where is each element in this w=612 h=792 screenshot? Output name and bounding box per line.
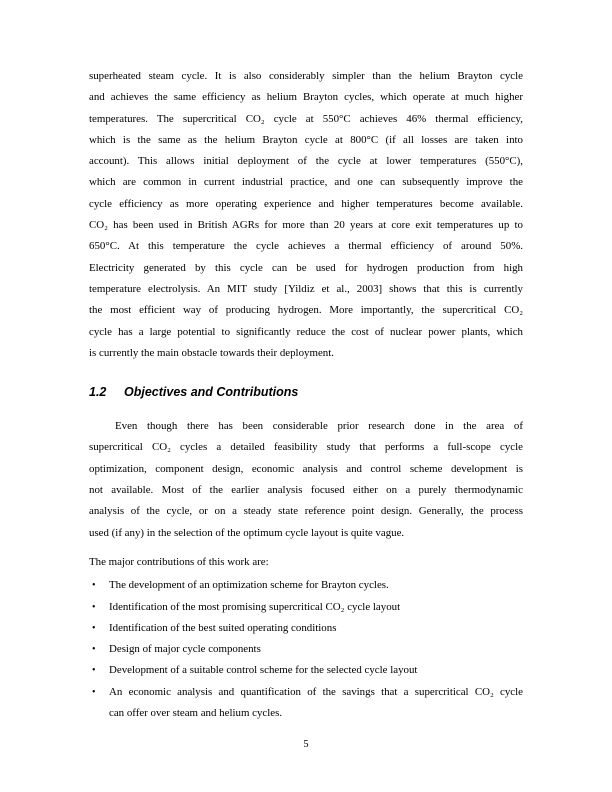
list-item	[89, 597, 523, 618]
page-content	[89, 66, 523, 724]
text-line: The development of an optimization scheme for Brayton cycles.	[109, 579, 389, 592]
text-line: Design of major cycle components	[109, 643, 261, 656]
text-line: CO₂ has been used in British AGRs for more than 20 years at core exit temperatures up to	[89, 219, 523, 232]
bullet-icon: •	[92, 644, 96, 656]
list-item	[89, 682, 523, 725]
text-line: can offer over steam and helium cycles.	[109, 707, 283, 720]
list-item	[89, 618, 523, 639]
text-line: cycle has a large potential to significantly reduce the cost of nuclear power plants, which	[89, 325, 523, 338]
text-line: An economic analysis and quantification of the savings that a supercritical CO₂ cycle	[109, 685, 523, 698]
text-line: account). This allows initial deployment of the cycle at lower temperatures (550°C),	[89, 155, 523, 168]
text-line: Identification of the most promising supercritical CO₂ cycle layout	[109, 600, 401, 613]
bullet-icon: •	[92, 686, 96, 698]
list-item	[89, 575, 523, 596]
text-line: which are common in current industrial practice, and one can subsequently improve the	[89, 176, 523, 189]
text-line: supercritical CO₂ cycles a detailed feasibility study that performs a full-scope cycle	[89, 441, 523, 454]
bullet-icon: •	[92, 665, 96, 677]
bullet-icon: •	[92, 601, 96, 613]
list-item	[89, 660, 523, 681]
contributions-intro: The major contributions of this work are:	[89, 555, 269, 568]
section-heading	[89, 381, 523, 403]
text-line: not available. Most of the earlier analysis focused either on a purely thermodynamic	[89, 484, 523, 497]
text-line: Electricity generated by this cycle can be used for hydrogen production from high	[89, 261, 523, 274]
text-line: used (if any) in the selection of the optimum cycle layout is quite vague.	[89, 526, 405, 539]
text-line: 650°C. At this temperature the cycle achieves a thermal efficiency of around 50%.	[89, 240, 523, 253]
bullet-icon: •	[92, 580, 96, 592]
contributions-list	[89, 575, 523, 724]
text-line: cycle efficiency as more operating experience and higher temperatures become available.	[89, 197, 523, 210]
text-line: superheated steam cycle. It is also considerably simpler than the helium Brayton cycle	[89, 70, 523, 82]
section-title: Objectives and Contributions	[124, 385, 299, 400]
text-line: temperatures. The supercritical CO₂ cycle at 550°C achieves 46% thermal efficiency,	[89, 112, 523, 125]
paragraph-1	[89, 66, 523, 364]
text-line: is currently the main obstacle towards their deployment.	[89, 346, 334, 359]
list-item	[89, 639, 523, 660]
text-line: which is the same as the helium Brayton cycle at 800°C (if all losses are taken into	[89, 133, 523, 146]
bullet-icon: •	[92, 622, 96, 634]
paragraph-2	[89, 416, 523, 544]
text-line: and achieves the same efficiency as helium Brayton cycles, which operate at much higher	[89, 91, 523, 104]
section-number: 1.2	[89, 385, 107, 400]
text-line: optimization, component design, economic analysis and control scheme development is	[89, 462, 523, 475]
page-number: 5	[303, 739, 309, 750]
text-line: Development of a suitable control scheme for the selected cycle layout	[109, 664, 418, 677]
text-line: analysis of the cycle, or on a steady state reference point design. Generally, the process	[89, 505, 523, 518]
text-line: temperature electrolysis. An MIT study [Yildiz et al., 2003] shows that this is currently	[89, 282, 523, 295]
text-line: Identification of the best suited operating conditions	[109, 621, 337, 634]
text-line: the most efficient way of producing hydrogen. More importantly, the supercritical CO₂	[89, 304, 523, 317]
text-line: Even though there has been considerable prior research done in the area of	[115, 420, 523, 433]
